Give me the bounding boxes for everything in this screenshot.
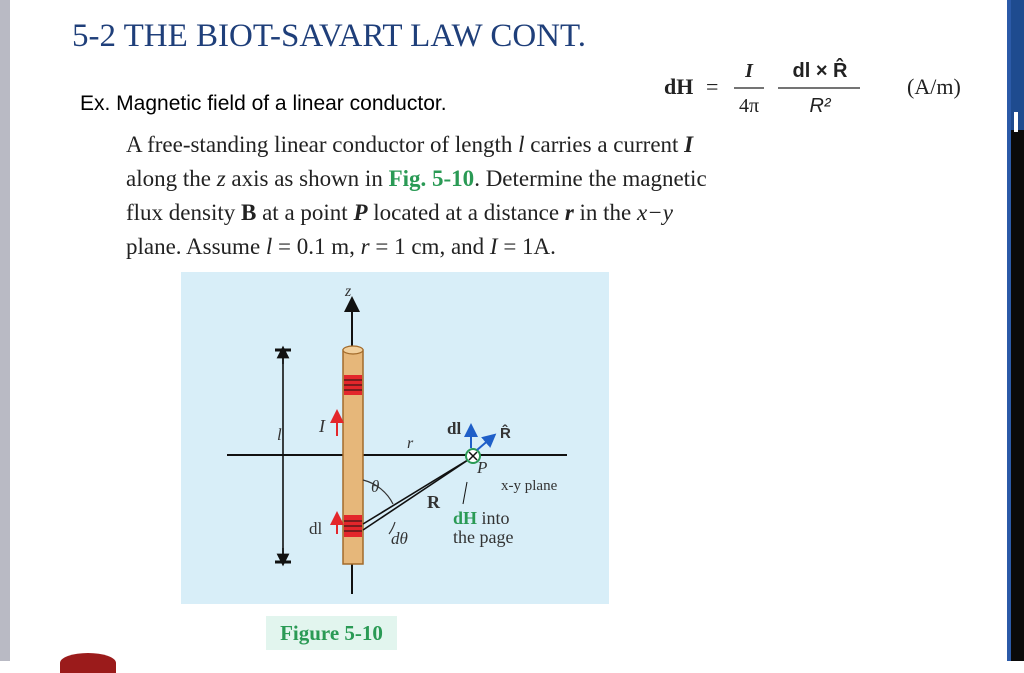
current-element-bottom (344, 515, 362, 537)
problem-text: in the (573, 200, 638, 225)
right-dark-bar (1011, 130, 1024, 661)
problem-text: carries a current (524, 132, 685, 157)
dh-leader-line (463, 482, 467, 504)
var-xy: x−y (637, 200, 673, 225)
r-vector-label: R (427, 492, 440, 512)
problem-text: . Determine the magnetic (474, 166, 707, 191)
var-l: l (518, 132, 525, 157)
theta-label: θ (371, 477, 380, 496)
dl-top-label: dl (447, 419, 462, 438)
var-z: z (216, 166, 226, 191)
formula-units: (A/m) (907, 74, 961, 99)
r-label: r (407, 435, 414, 452)
dh-symbol: dH (453, 508, 478, 528)
formula-lhs: dH (664, 74, 694, 99)
dl-left-label: dl (309, 519, 323, 538)
problem-statement (126, 128, 846, 264)
formula-den-4pi: 4π (738, 95, 760, 117)
problem-line-4 (126, 230, 846, 264)
var-current: I (684, 132, 694, 157)
figure-5-10 (181, 272, 609, 604)
problem-line-2 (126, 162, 846, 196)
var-r: r (564, 200, 574, 225)
formula-svg (660, 50, 890, 120)
var-l: l (265, 234, 273, 259)
problem-text: located at a distance (367, 200, 565, 225)
point-p-label: P (477, 458, 488, 477)
figure-reference: Fig. 5-10 (388, 166, 475, 191)
slide-title: 5-2 THE BIOT-SAVART LAW CONT. (72, 18, 586, 54)
formula-num-cross: dl × R̂ (792, 60, 848, 82)
formula-num-current: I (745, 60, 753, 82)
biot-savart-formula (660, 50, 890, 120)
dh-into-text: into (477, 508, 510, 528)
conductor-top-cap (343, 346, 363, 354)
var-current: I (489, 234, 498, 259)
formula-den-r2: R² (809, 95, 831, 117)
figure-caption: Figure 5-10 (266, 616, 397, 650)
problem-text: axis as shown in (225, 166, 389, 191)
figure-diagram (181, 272, 609, 604)
xy-plane-label: x-y plane (501, 478, 558, 494)
problem-text: = 1 cm, and (369, 234, 490, 259)
logo-shape (60, 653, 116, 673)
var-b: B (241, 200, 257, 225)
current-label: I (319, 416, 325, 436)
example-heading: Ex. Magnetic field of a linear conductor. (80, 92, 447, 115)
length-label: l (277, 425, 282, 444)
right-bar-notch (1014, 112, 1018, 132)
problem-text: = 1A. (497, 234, 556, 259)
the-page-label: the page (453, 527, 514, 547)
problem-text: = 0.1 m, (272, 234, 361, 259)
rhat-arrow (477, 438, 491, 450)
var-p: P (353, 200, 368, 225)
current-element-top (344, 375, 362, 395)
dh-into-label (453, 508, 510, 528)
var-r: r (360, 234, 370, 259)
left-border-strip (0, 0, 10, 661)
dtheta-label: dθ (391, 529, 408, 548)
rhat-label: R̂ (500, 425, 511, 442)
problem-text: A free-standing linear conductor of length (126, 132, 519, 157)
formula-equals: = (706, 74, 719, 99)
problem-text: flux density (126, 200, 241, 225)
problem-text: plane. Assume (126, 234, 266, 259)
problem-line-3 (126, 196, 846, 230)
problem-line-1 (126, 128, 846, 162)
problem-text: at a point (256, 200, 354, 225)
problem-text: along the (126, 166, 217, 191)
z-axis-label: z (345, 283, 352, 300)
